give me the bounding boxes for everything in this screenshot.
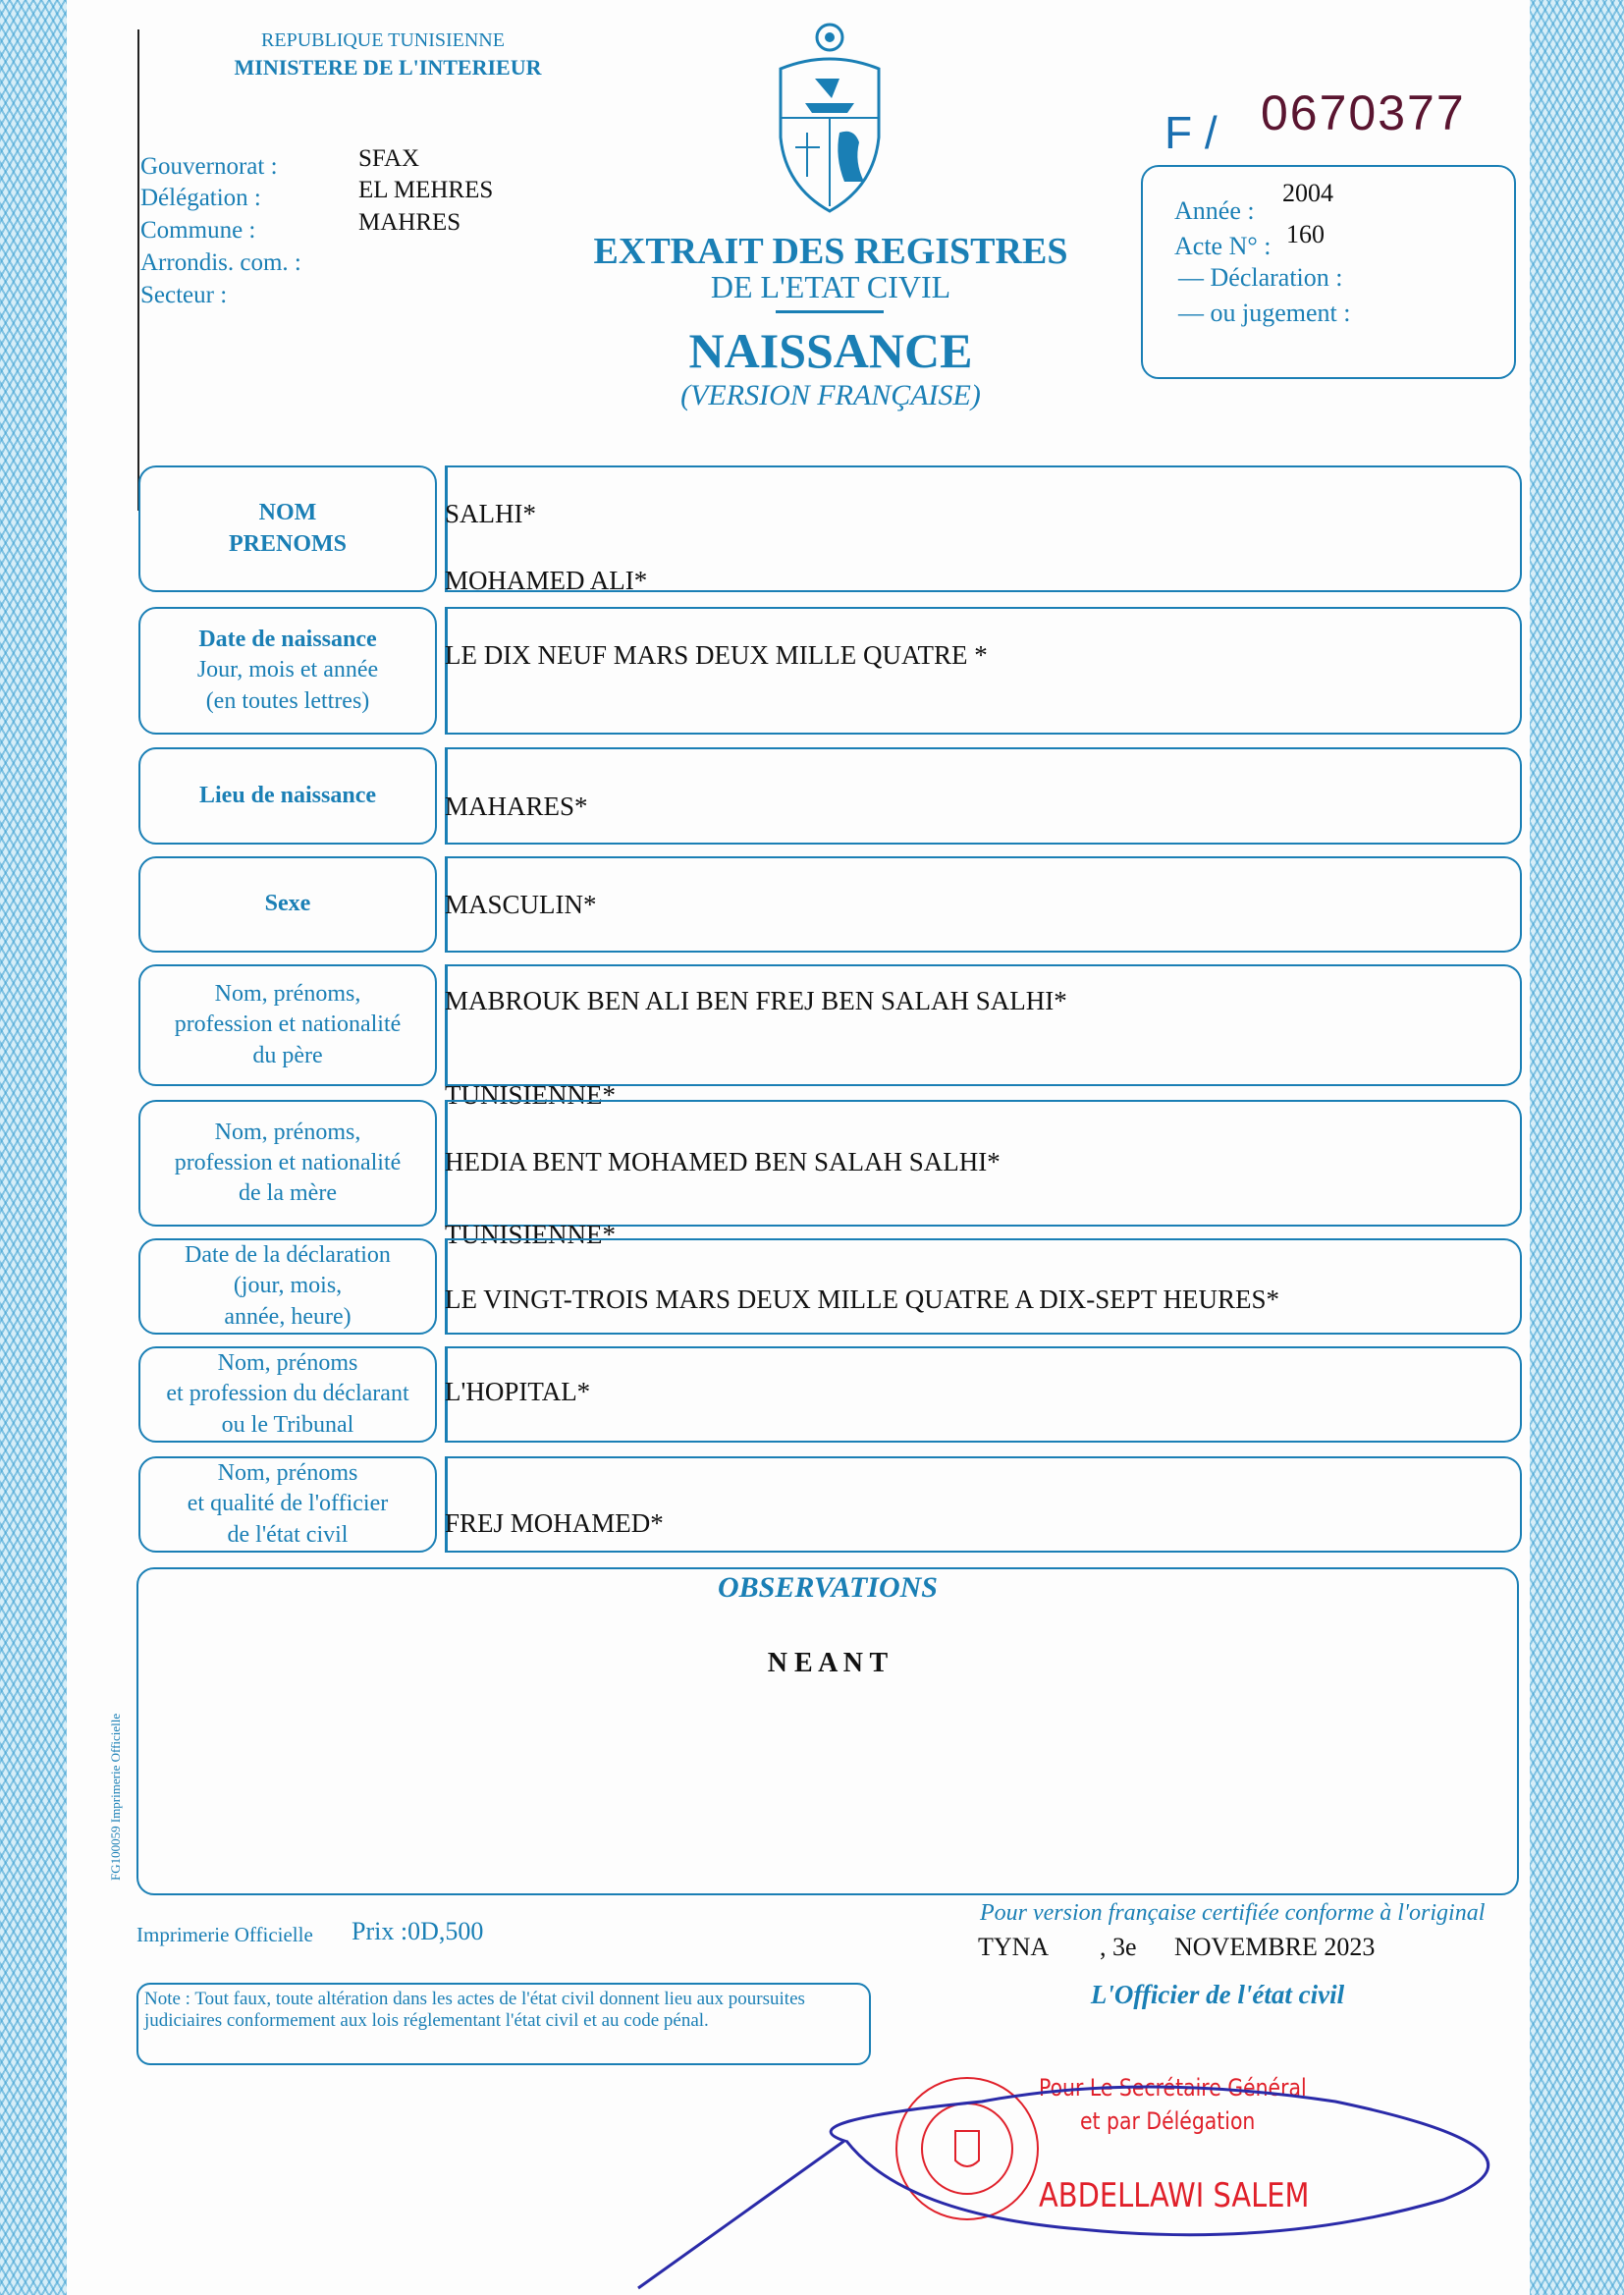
row-label [138,465,437,592]
row-label-line: profession et nationalité [174,1149,402,1175]
stamp-line1: Pour Le Secrétaire Général [1039,2074,1307,2102]
row-label [138,1238,437,1335]
row-label-line: Nom, prénoms, [214,981,361,1008]
title-version: (VERSION FRANÇAISE) [680,379,981,411]
field-label: Commune : [140,217,256,244]
row-label [138,1346,437,1443]
ministry-label: MINISTERE DE L'INTERIEUR [234,55,542,80]
left-security-border [0,0,67,2295]
row-value-box [445,1346,1522,1443]
title-divider [776,310,884,313]
row-label-line: ou le Tribunal [221,1411,354,1438]
field-label: Délégation : [140,185,261,211]
left-edge-line [137,29,139,511]
row-label-line: et profession du déclarant [166,1381,409,1407]
title-naissance: NAISSANCE [688,323,973,378]
row-label [138,856,437,953]
printer-side-label: FG100059 Imprimerie Officielle [108,1713,123,1881]
row-label-line: du père [252,1042,323,1068]
declaration-label: — Déclaration : [1178,263,1343,292]
row-label-line: Nom, prénoms, [214,1119,361,1145]
day: , 3e [1100,1933,1137,1961]
row-value: LE DIX NEUF MARS DEUX MILLE QUATRE * [445,640,988,670]
field-label: Arrondis. com. : [140,249,301,276]
row-value: TUNISIENNE* [445,1080,616,1110]
field-value: MAHRES [358,209,461,236]
row-value: LE VINGT-TROIS MARS DEUX MILLE QUATRE A DIX-SEPT HEURES* [445,1284,1280,1314]
observations-box [136,1567,1519,1895]
row-label [138,964,437,1086]
acte-value: 160 [1286,220,1325,248]
row-value-box [445,747,1522,845]
printer-label: Imprimerie Officielle [136,1923,313,1946]
legal-note: Note : Tout faux, toute altération dans les actes de l'état civil donnent lieu aux poursuites judiciaires conformement aux lois réglementant l'état civil et au code pénal. [136,1983,871,2065]
row-label-line: Date de naissance [198,627,377,653]
annee-value: 2004 [1282,179,1333,207]
row-value-box [445,607,1522,735]
row-value: MOHAMED ALI* [445,566,648,595]
row-label-line: Lieu de naissance [198,782,377,808]
row-label-line: Nom, prénoms [217,1460,358,1487]
row-label-line: Date de la déclaration [185,1242,391,1269]
row-label-line: et qualité de l'officier [187,1491,389,1517]
row-label [138,1456,437,1553]
issue-date: NOVEMBRE 2023 [1174,1933,1376,1961]
row-value-box [445,856,1522,953]
row-label-line: PRENOMS [229,530,347,557]
row-label [138,747,437,845]
row-label-line: de la mère [239,1180,337,1207]
certified-label: Pour version française certifiée conforme à l'original [980,1900,1486,1926]
row-label-line: Sexe [264,891,311,917]
field-value: EL MEHRES [358,177,494,203]
row-value-box [445,964,1522,1086]
serial-prefix: F / [1164,107,1218,158]
acte-label: Acte N° : [1174,232,1272,260]
title-etat-civil: DE L'ETAT CIVIL [710,269,951,304]
field-label: Gouvernorat : [140,153,278,180]
price-label: Prix :0D,500 [352,1917,484,1945]
row-value: MASCULIN* [445,890,597,919]
row-label-line: année, heure) [224,1303,352,1330]
row-label-line: Jour, mois et année [196,657,379,683]
row-label [138,607,437,735]
field-value: SFAX [358,145,420,172]
republic-label: REPUBLIQUE TUNISIENNE [261,29,505,51]
field-label: Secteur : [140,282,228,308]
row-value: FREJ MOHAMED* [445,1508,664,1538]
row-value: HEDIA BENT MOHAMED BEN SALAH SALHI* [445,1147,1001,1176]
acte-box [1141,165,1516,379]
coat-of-arms-icon [771,20,889,216]
row-label-line: (en toutes lettres) [205,687,370,714]
serial-number: 0670377 [1261,85,1466,140]
observations-title: OBSERVATIONS [718,1571,938,1604]
jugement-label: — ou jugement : [1178,299,1351,327]
signature [589,2043,1561,2295]
stamp-name: ABDELLAWI SALEM [1039,2176,1310,2215]
row-label-line: de l'état civil [227,1521,349,1548]
row-label-line: NOM [258,500,317,526]
row-value: SALHI* [445,499,536,528]
row-label-line: (jour, mois, [233,1273,343,1299]
row-value: MABROUK BEN ALI BEN FREJ BEN SALAH SALHI* [445,986,1067,1015]
place: TYNA [978,1933,1050,1961]
stamp-line2: et par Délégation [1080,2107,1256,2135]
row-value: TUNISIENNE* [445,1220,616,1249]
row-label-line: Nom, prénoms [217,1350,358,1377]
annee-label: Année : [1174,196,1255,225]
row-value: MAHARES* [445,792,588,821]
title-extrait: EXTRAIT DES REGISTRES [593,231,1068,272]
observations-text: N E A N T [767,1648,889,1678]
officer-label: L'Officier de l'état civil [1090,1980,1345,2009]
row-label-line: profession et nationalité [174,1011,402,1038]
row-value: L'HOPITAL* [445,1377,591,1406]
row-label [138,1100,437,1227]
right-security-border [1530,0,1624,2295]
